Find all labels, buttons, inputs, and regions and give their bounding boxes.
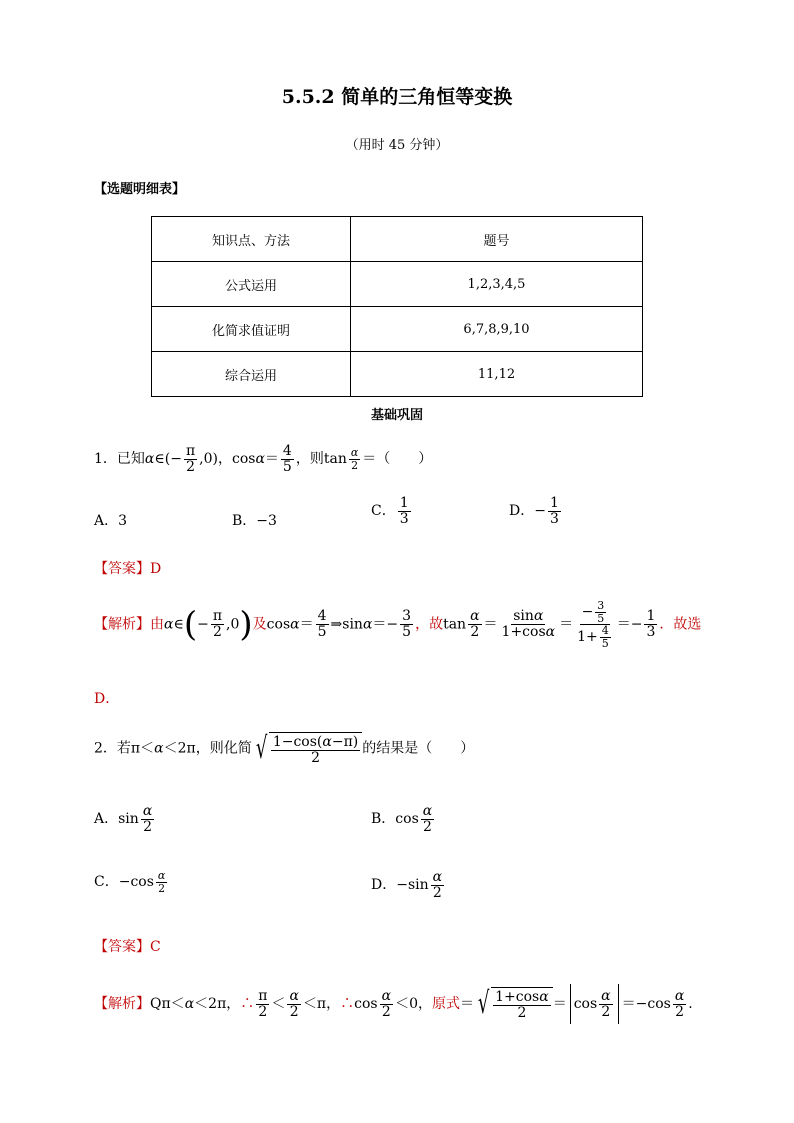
q2-answer bbox=[94, 936, 161, 956]
q1-analysis-end: D． bbox=[94, 691, 120, 707]
table-cell: 化简求值证明 bbox=[152, 307, 351, 352]
page-title: 5.5.2 简单的三角恒等变换 bbox=[281, 86, 513, 108]
table-cell: 11,12 bbox=[351, 352, 643, 397]
section-title-basic: 基础巩固 bbox=[370, 408, 423, 423]
q2-analysis: 【解析】Qπ＜α＜2π，∴ $\frac{\pi}{2}$ ＜ $\frac{\alpha}{2}$ ＜π，∴cos $\frac{\alpha}{2}$ ＜0，原式＝ √ $\frac{1+\cos\alpha}{2}$ ＝ cos $\frac{\alpha}{2}$ ＝−cos $\frac{\alpha}{2}$ . bbox=[94, 984, 693, 1024]
analysis-label: 【解析】 bbox=[94, 996, 150, 1012]
q1-option-d: D．− $\frac{1}{3}$ bbox=[509, 495, 559, 527]
q2-option-d: D．−sin $\frac{\alpha}{2}$ bbox=[371, 869, 443, 901]
q1-tail: ＝（ ） bbox=[362, 451, 433, 468]
table-header-cell: 题号 bbox=[351, 217, 643, 262]
analysis-label: 【解析】 bbox=[94, 616, 150, 633]
q2-option-b: B．cos $\frac{\alpha}{2}$ bbox=[371, 803, 433, 835]
q1-answer bbox=[94, 558, 161, 578]
q2-option-c: C．−cos $\frac{\alpha}{2}$ bbox=[94, 869, 166, 895]
q1-prefix: 1．已知 bbox=[94, 451, 145, 468]
table-row bbox=[152, 352, 643, 397]
q1-ask: ，则 bbox=[295, 451, 324, 468]
q1-option-a: A．3 bbox=[94, 513, 128, 529]
answer-value: D bbox=[150, 561, 162, 577]
table-cell: 1,2,3,4,5 bbox=[351, 262, 643, 307]
table-cell: 综合运用 bbox=[152, 352, 351, 397]
q1-option-c: C． $\frac{1}{3}$ bbox=[371, 495, 409, 527]
answer-label: 【答案】 bbox=[94, 561, 150, 577]
topic-table-heading: 【选题明细表】 bbox=[94, 182, 186, 197]
table-cell: 6,7,8,9,10 bbox=[351, 307, 643, 352]
time-limit: （用时 45 分钟） bbox=[345, 138, 449, 153]
question-2-stem: 2．若π＜α＜2π，则化简 √ $\frac{1-\cos(\alpha-\pi)}{2}$ 的结果是（ ） bbox=[94, 730, 475, 766]
q1-analysis: 【解析】由α∈(− $\frac{\pi}{2}$ ,0)及cosα＝ $\frac{4}{5}$ ⇒sinα＝− $\frac{3}{5}$ ，故tan $\frac{\alpha}{2}$ ＝ $\frac{\sin\alpha}{1+\cos\alpha}$ ＝ − $\frac{3}{5}$ 1+ $\frac{4}{5}$ ＝− $\frac{1}{3}$ ．故选 bbox=[94, 599, 702, 650]
topic-table bbox=[151, 216, 643, 397]
answer-value: C bbox=[150, 939, 161, 955]
table-header-cell: 知识点、方法 bbox=[152, 217, 351, 262]
table-row bbox=[152, 307, 643, 352]
answer-label: 【答案】 bbox=[94, 939, 150, 955]
q1-cond-mid: ，cos bbox=[217, 451, 256, 468]
table-header-row bbox=[152, 217, 643, 262]
table-cell: 公式运用 bbox=[152, 262, 351, 307]
question-1-stem: 1．已知α∈(− $\frac{\pi}{2}$ ,0)，cosα＝ $\frac{4}{5}$ ，则tan $\frac{\alpha}{2}$ ＝（ ） bbox=[94, 443, 433, 475]
q2-option-a: A．sin $\frac{\alpha}{2}$ bbox=[94, 803, 153, 835]
table-row bbox=[152, 262, 643, 307]
q1-option-b: B．−3 bbox=[232, 513, 277, 529]
